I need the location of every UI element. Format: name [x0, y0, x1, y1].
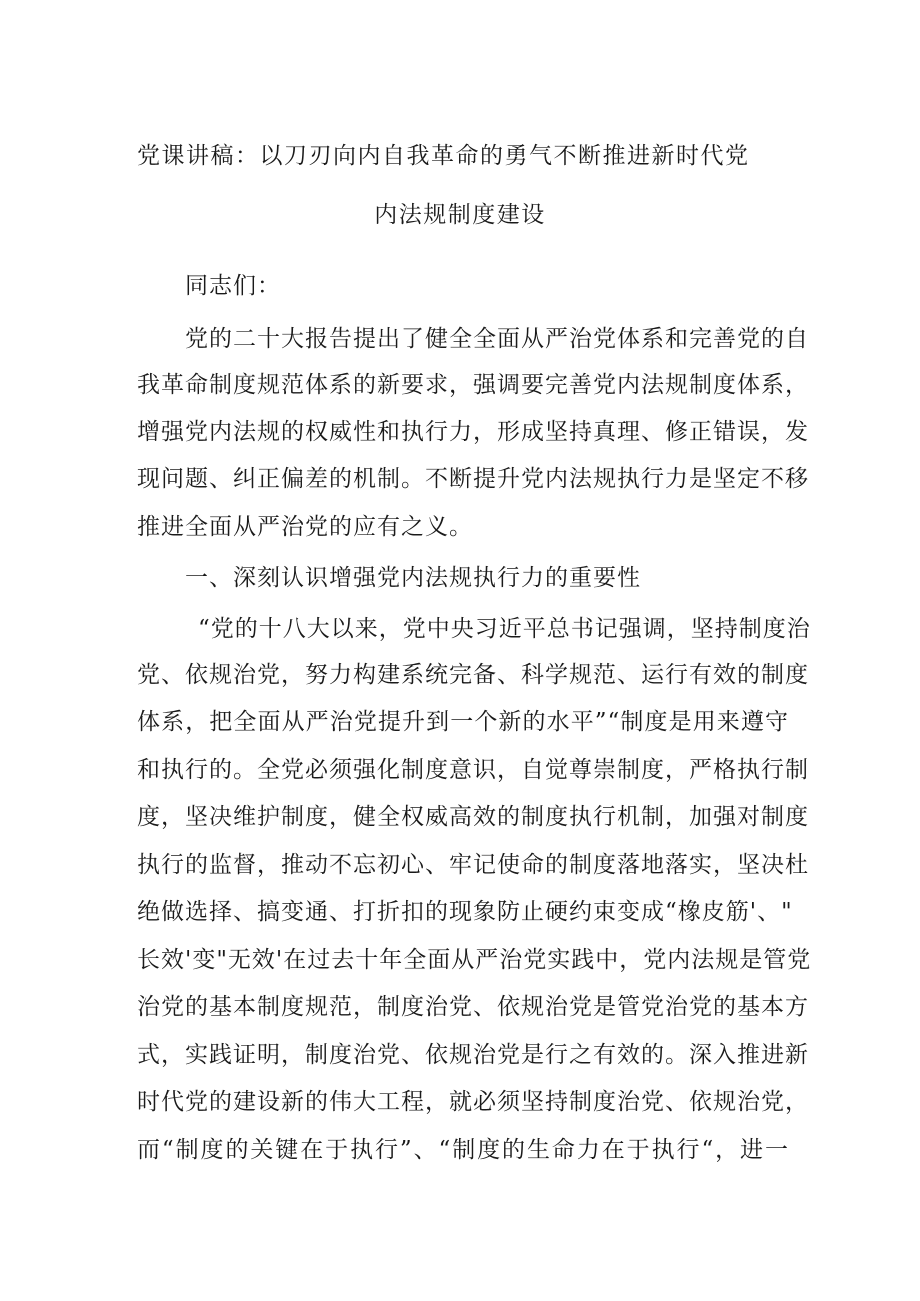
document-title-line-1: 党课讲稿：以刀刃向内自我革命的勇气不断推进新时代党	[137, 143, 750, 169]
section-heading-1: 一、深刻认识增强党内法规执行力的重要性	[185, 565, 641, 591]
paragraph-1-line-3: 增强党内法规的权威性和执行力，形成坚持真理、修正错误，发	[137, 419, 809, 445]
paragraph-2-line-3: 体系，把全面从严治党提升到一个新的水平”“制度是用来遵守	[137, 709, 789, 735]
paragraph-2-line-8: 长效'变"无效'在过去十年全面从严治党实践中，党内法规是管党	[137, 947, 812, 973]
paragraph-2-line-7: 绝做选择、搞变通、打折扣的现象防止硬约束变成“橡皮筋'、"	[137, 899, 793, 925]
paragraph-2-line-1: “党的十八大以来，党中央习近平总书记强调，坚持制度治	[198, 616, 811, 642]
paragraph-2-line-10: 式，实践证明，制度治党、依规治党是行之有效的。深入推进新	[137, 1042, 809, 1068]
paragraph-2-line-4: 和执行的。全党必须强化制度意识，自觉尊崇制度，严格执行制	[137, 757, 809, 783]
greeting: 同志们：	[185, 273, 281, 299]
paragraph-2-line-5: 度，坚决维护制度，健全权威高效的制度执行机制，加强对制度	[137, 804, 809, 830]
paragraph-2-line-9: 治党的基本制度规范，制度治党、依规治党是管党治党的基本方	[137, 994, 809, 1020]
paragraph-2-line-12: 而“制度的关键在于执行”、“制度的生命力在于执行“，进一	[137, 1137, 789, 1163]
paragraph-1-line-2: 我革命制度规范体系的新要求，强调要完善党内法规制度体系，	[137, 372, 809, 398]
paragraph-2-line-6: 执行的监督，推动不忘初心、牢记使命的制度落地落实，坚决杜	[137, 852, 809, 878]
paragraph-2-line-2: 党、依规治党，努力构建系统完备、科学规范、运行有效的制度	[137, 662, 809, 688]
document-title-line-2: 内法规制度建设	[374, 202, 546, 228]
paragraph-2-line-11: 时代党的建设新的伟大工程，就必须坚持制度治党、依规治党，	[137, 1089, 809, 1115]
paragraph-1-line-1: 党的二十大报告提出了健全全面从严治党体系和完善党的自	[185, 326, 809, 352]
paragraph-1-line-4: 现问题、纠正偏差的机制。不断提升党内法规执行力是坚定不移	[137, 466, 809, 492]
paragraph-1-line-5: 推进全面从严治党的应有之义。	[137, 514, 473, 540]
